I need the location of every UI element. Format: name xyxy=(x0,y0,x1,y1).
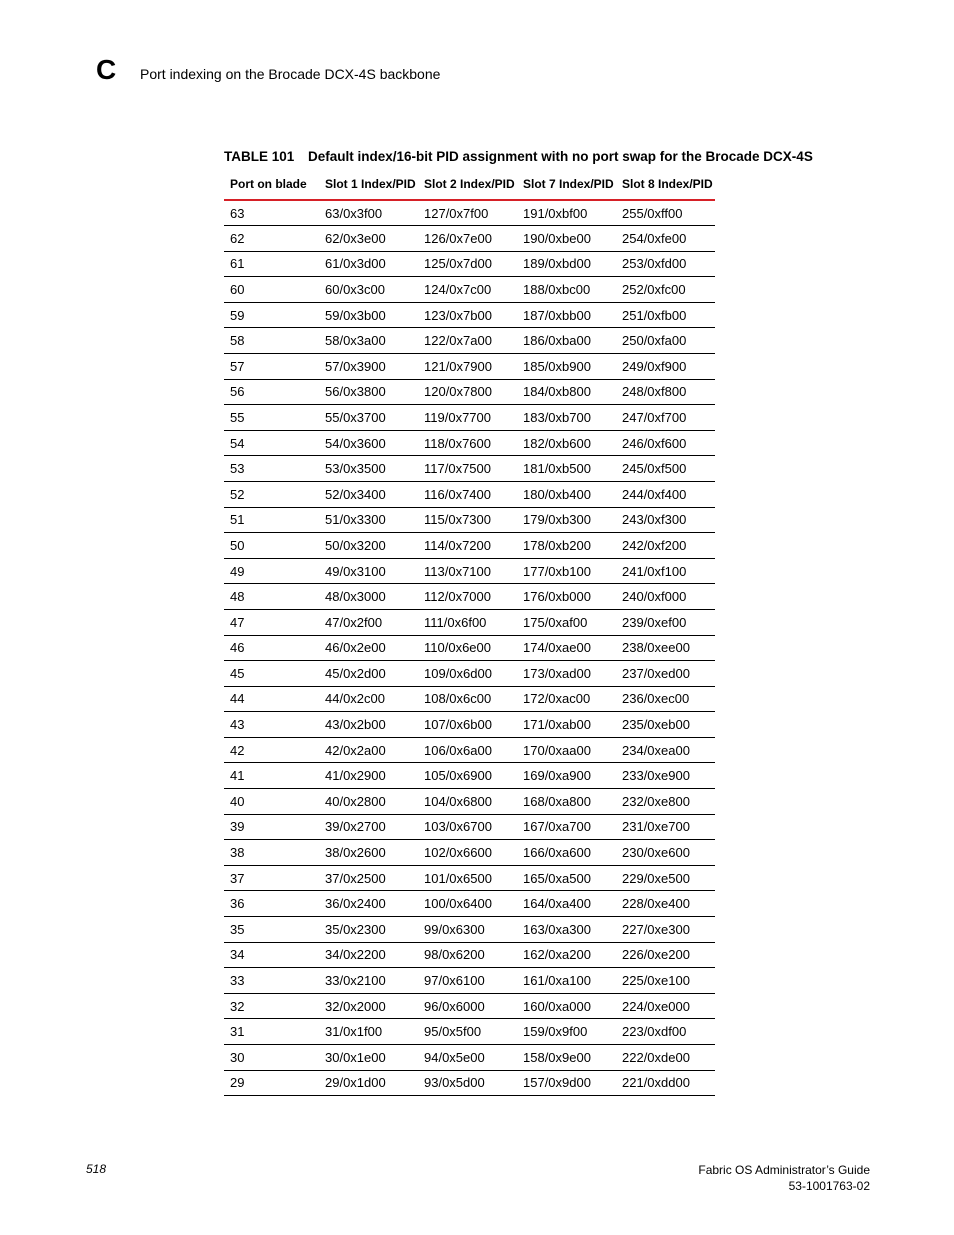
index-pid-cell: 173/0xad00 xyxy=(517,661,616,687)
index-pid-cell: 63/0x3f00 xyxy=(319,200,418,226)
index-pid-cell: 39/0x2700 xyxy=(319,814,418,840)
index-pid-cell: 240/0xf000 xyxy=(616,584,715,610)
index-pid-cell: 103/0x6700 xyxy=(418,814,517,840)
index-pid-cell: 221/0xdd00 xyxy=(616,1070,715,1096)
index-pid-cell: 100/0x6400 xyxy=(418,891,517,917)
index-pid-cell: 50/0x3200 xyxy=(319,533,418,559)
table-row xyxy=(224,251,715,277)
running-head-title: Port indexing on the Brocade DCX-4S backbone xyxy=(140,66,441,82)
index-pid-cell: 112/0x7000 xyxy=(418,584,517,610)
table-row xyxy=(224,533,715,559)
port-cell: 34 xyxy=(224,942,319,968)
index-pid-cell: 106/0x6a00 xyxy=(418,737,517,763)
book-title: Fabric OS Administrator’s Guide xyxy=(698,1163,870,1177)
index-pid-cell: 176/0xb000 xyxy=(517,584,616,610)
port-cell: 61 xyxy=(224,251,319,277)
index-pid-cell: 93/0x5d00 xyxy=(418,1070,517,1096)
table-row xyxy=(224,430,715,456)
index-pid-cell: 116/0x7400 xyxy=(418,481,517,507)
index-pid-cell: 51/0x3300 xyxy=(319,507,418,533)
index-pid-cell: 165/0xa500 xyxy=(517,865,616,891)
table-row xyxy=(224,814,715,840)
index-pid-cell: 33/0x2100 xyxy=(319,968,418,994)
index-pid-cell: 32/0x2000 xyxy=(319,993,418,1019)
index-pid-cell: 188/0xbc00 xyxy=(517,277,616,303)
index-pid-cell: 55/0x3700 xyxy=(319,405,418,431)
index-pid-cell: 40/0x2800 xyxy=(319,789,418,815)
index-pid-cell: 222/0xde00 xyxy=(616,1045,715,1071)
index-pid-cell: 178/0xb200 xyxy=(517,533,616,559)
index-pid-cell: 162/0xa200 xyxy=(517,942,616,968)
port-cell: 63 xyxy=(224,200,319,226)
table-row xyxy=(224,584,715,610)
index-pid-cell: 123/0x7b00 xyxy=(418,302,517,328)
index-pid-cell: 119/0x7700 xyxy=(418,405,517,431)
index-pid-cell: 239/0xef00 xyxy=(616,609,715,635)
index-pid-cell: 58/0x3a00 xyxy=(319,328,418,354)
index-pid-cell: 124/0x7c00 xyxy=(418,277,517,303)
index-pid-cell: 60/0x3c00 xyxy=(319,277,418,303)
port-cell: 40 xyxy=(224,789,319,815)
index-pid-cell: 121/0x7900 xyxy=(418,353,517,379)
table-row xyxy=(224,353,715,379)
index-pid-cell: 38/0x2600 xyxy=(319,840,418,866)
index-pid-cell: 61/0x3d00 xyxy=(319,251,418,277)
index-pid-cell: 235/0xeb00 xyxy=(616,712,715,738)
index-pid-cell: 30/0x1e00 xyxy=(319,1045,418,1071)
column-header: Port on blade xyxy=(224,169,319,200)
index-pid-cell: 101/0x6500 xyxy=(418,865,517,891)
footer-book-info xyxy=(698,1162,870,1194)
index-pid-cell: 237/0xed00 xyxy=(616,661,715,687)
index-pid-cell: 189/0xbd00 xyxy=(517,251,616,277)
index-pid-cell: 183/0xb700 xyxy=(517,405,616,431)
index-pid-cell: 254/0xfe00 xyxy=(616,226,715,252)
table-header-row xyxy=(224,169,715,200)
port-cell: 45 xyxy=(224,661,319,687)
index-pid-cell: 45/0x2d00 xyxy=(319,661,418,687)
index-pid-cell: 164/0xa400 xyxy=(517,891,616,917)
port-cell: 46 xyxy=(224,635,319,661)
index-pid-cell: 42/0x2a00 xyxy=(319,737,418,763)
port-cell: 62 xyxy=(224,226,319,252)
index-pid-cell: 117/0x7500 xyxy=(418,456,517,482)
index-pid-cell: 225/0xe100 xyxy=(616,968,715,994)
index-pid-cell: 248/0xf800 xyxy=(616,379,715,405)
index-pid-cell: 37/0x2500 xyxy=(319,865,418,891)
index-pid-cell: 232/0xe800 xyxy=(616,789,715,815)
index-pid-cell: 253/0xfd00 xyxy=(616,251,715,277)
index-pid-cell: 122/0x7a00 xyxy=(418,328,517,354)
index-pid-cell: 170/0xaa00 xyxy=(517,737,616,763)
pid-assignment-table xyxy=(224,169,715,1096)
index-pid-cell: 52/0x3400 xyxy=(319,481,418,507)
index-pid-cell: 118/0x7600 xyxy=(418,430,517,456)
index-pid-cell: 224/0xe000 xyxy=(616,993,715,1019)
column-header: Slot 2 Index/PID xyxy=(418,169,517,200)
table-row xyxy=(224,481,715,507)
index-pid-cell: 107/0x6b00 xyxy=(418,712,517,738)
index-pid-cell: 175/0xaf00 xyxy=(517,609,616,635)
index-pid-cell: 120/0x7800 xyxy=(418,379,517,405)
port-cell: 35 xyxy=(224,917,319,943)
port-cell: 54 xyxy=(224,430,319,456)
table-row xyxy=(224,277,715,303)
index-pid-cell: 43/0x2b00 xyxy=(319,712,418,738)
port-cell: 47 xyxy=(224,609,319,635)
table-row xyxy=(224,942,715,968)
index-pid-cell: 238/0xee00 xyxy=(616,635,715,661)
table-row xyxy=(224,712,715,738)
table-row xyxy=(224,1019,715,1045)
index-pid-cell: 62/0x3e00 xyxy=(319,226,418,252)
index-pid-cell: 31/0x1f00 xyxy=(319,1019,418,1045)
index-pid-cell: 252/0xfc00 xyxy=(616,277,715,303)
port-cell: 44 xyxy=(224,686,319,712)
index-pid-cell: 29/0x1d00 xyxy=(319,1070,418,1096)
index-pid-cell: 57/0x3900 xyxy=(319,353,418,379)
table-number: TABLE 101 xyxy=(224,149,295,164)
port-cell: 39 xyxy=(224,814,319,840)
table-row xyxy=(224,789,715,815)
index-pid-cell: 113/0x7100 xyxy=(418,558,517,584)
index-pid-cell: 177/0xb100 xyxy=(517,558,616,584)
port-cell: 32 xyxy=(224,993,319,1019)
port-cell: 43 xyxy=(224,712,319,738)
table-row xyxy=(224,840,715,866)
index-pid-cell: 105/0x6900 xyxy=(418,763,517,789)
table-row xyxy=(224,405,715,431)
port-cell: 51 xyxy=(224,507,319,533)
column-header: Slot 8 Index/PID xyxy=(616,169,715,200)
index-pid-cell: 114/0x7200 xyxy=(418,533,517,559)
column-header: Slot 7 Index/PID xyxy=(517,169,616,200)
table-row xyxy=(224,737,715,763)
index-pid-cell: 56/0x3800 xyxy=(319,379,418,405)
port-cell: 31 xyxy=(224,1019,319,1045)
index-pid-cell: 158/0x9e00 xyxy=(517,1045,616,1071)
table-row xyxy=(224,968,715,994)
index-pid-cell: 234/0xea00 xyxy=(616,737,715,763)
index-pid-cell: 255/0xff00 xyxy=(616,200,715,226)
index-pid-cell: 245/0xf500 xyxy=(616,456,715,482)
port-cell: 52 xyxy=(224,481,319,507)
index-pid-cell: 109/0x6d00 xyxy=(418,661,517,687)
index-pid-cell: 160/0xa000 xyxy=(517,993,616,1019)
index-pid-cell: 59/0x3b00 xyxy=(319,302,418,328)
index-pid-cell: 174/0xae00 xyxy=(517,635,616,661)
table-row xyxy=(224,865,715,891)
doc-number: 53-1001763-02 xyxy=(788,1179,870,1193)
index-pid-cell: 185/0xb900 xyxy=(517,353,616,379)
index-pid-cell: 231/0xe700 xyxy=(616,814,715,840)
index-pid-cell: 182/0xb600 xyxy=(517,430,616,456)
index-pid-cell: 54/0x3600 xyxy=(319,430,418,456)
index-pid-cell: 223/0xdf00 xyxy=(616,1019,715,1045)
index-pid-cell: 247/0xf700 xyxy=(616,405,715,431)
index-pid-cell: 228/0xe400 xyxy=(616,891,715,917)
index-pid-cell: 41/0x2900 xyxy=(319,763,418,789)
index-pid-cell: 249/0xf900 xyxy=(616,353,715,379)
index-pid-cell: 161/0xa100 xyxy=(517,968,616,994)
index-pid-cell: 179/0xb300 xyxy=(517,507,616,533)
index-pid-cell: 241/0xf100 xyxy=(616,558,715,584)
port-cell: 36 xyxy=(224,891,319,917)
index-pid-cell: 163/0xa300 xyxy=(517,917,616,943)
port-cell: 50 xyxy=(224,533,319,559)
index-pid-cell: 127/0x7f00 xyxy=(418,200,517,226)
index-pid-cell: 102/0x6600 xyxy=(418,840,517,866)
table-body xyxy=(224,200,715,1096)
index-pid-cell: 244/0xf400 xyxy=(616,481,715,507)
index-pid-cell: 44/0x2c00 xyxy=(319,686,418,712)
index-pid-cell: 110/0x6e00 xyxy=(418,635,517,661)
index-pid-cell: 168/0xa800 xyxy=(517,789,616,815)
index-pid-cell: 47/0x2f00 xyxy=(319,609,418,635)
table-row xyxy=(224,200,715,226)
port-cell: 53 xyxy=(224,456,319,482)
column-header: Slot 1 Index/PID xyxy=(319,169,418,200)
port-cell: 38 xyxy=(224,840,319,866)
index-pid-cell: 35/0x2300 xyxy=(319,917,418,943)
index-pid-cell: 229/0xe500 xyxy=(616,865,715,891)
table-caption-text: Default index/16-bit PID assignment with no port swap for the Brocade DCX-4S xyxy=(308,149,813,164)
index-pid-cell: 186/0xba00 xyxy=(517,328,616,354)
index-pid-cell: 48/0x3000 xyxy=(319,584,418,610)
index-pid-cell: 34/0x2200 xyxy=(319,942,418,968)
port-cell: 56 xyxy=(224,379,319,405)
index-pid-cell: 125/0x7d00 xyxy=(418,251,517,277)
index-pid-cell: 99/0x6300 xyxy=(418,917,517,943)
port-cell: 37 xyxy=(224,865,319,891)
port-cell: 33 xyxy=(224,968,319,994)
index-pid-cell: 233/0xe900 xyxy=(616,763,715,789)
index-pid-cell: 250/0xfa00 xyxy=(616,328,715,354)
table-row xyxy=(224,635,715,661)
port-cell: 49 xyxy=(224,558,319,584)
index-pid-cell: 180/0xb400 xyxy=(517,481,616,507)
port-cell: 42 xyxy=(224,737,319,763)
index-pid-cell: 36/0x2400 xyxy=(319,891,418,917)
index-pid-cell: 115/0x7300 xyxy=(418,507,517,533)
index-pid-cell: 227/0xe300 xyxy=(616,917,715,943)
index-pid-cell: 171/0xab00 xyxy=(517,712,616,738)
table-row xyxy=(224,686,715,712)
index-pid-cell: 191/0xbf00 xyxy=(517,200,616,226)
index-pid-cell: 97/0x6100 xyxy=(418,968,517,994)
index-pid-cell: 94/0x5e00 xyxy=(418,1045,517,1071)
index-pid-cell: 98/0x6200 xyxy=(418,942,517,968)
port-cell: 58 xyxy=(224,328,319,354)
index-pid-cell: 184/0xb800 xyxy=(517,379,616,405)
index-pid-cell: 226/0xe200 xyxy=(616,942,715,968)
table-row xyxy=(224,609,715,635)
table-row xyxy=(224,1045,715,1071)
table-row xyxy=(224,558,715,584)
table-row xyxy=(224,917,715,943)
index-pid-cell: 157/0x9d00 xyxy=(517,1070,616,1096)
index-pid-cell: 111/0x6f00 xyxy=(418,609,517,635)
index-pid-cell: 96/0x6000 xyxy=(418,993,517,1019)
index-pid-cell: 166/0xa600 xyxy=(517,840,616,866)
table-row xyxy=(224,328,715,354)
chapter-letter: C xyxy=(96,54,117,85)
index-pid-cell: 190/0xbe00 xyxy=(517,226,616,252)
port-cell: 60 xyxy=(224,277,319,303)
table-row xyxy=(224,507,715,533)
port-cell: 29 xyxy=(224,1070,319,1096)
index-pid-cell: 242/0xf200 xyxy=(616,533,715,559)
index-pid-cell: 53/0x3500 xyxy=(319,456,418,482)
table-row xyxy=(224,302,715,328)
port-cell: 55 xyxy=(224,405,319,431)
index-pid-cell: 236/0xec00 xyxy=(616,686,715,712)
index-pid-cell: 46/0x2e00 xyxy=(319,635,418,661)
table-caption xyxy=(224,148,813,166)
index-pid-cell: 169/0xa900 xyxy=(517,763,616,789)
table-row xyxy=(224,891,715,917)
table-row xyxy=(224,1070,715,1096)
index-pid-cell: 104/0x6800 xyxy=(418,789,517,815)
port-cell: 30 xyxy=(224,1045,319,1071)
index-pid-cell: 243/0xf300 xyxy=(616,507,715,533)
index-pid-cell: 167/0xa700 xyxy=(517,814,616,840)
index-pid-cell: 108/0x6c00 xyxy=(418,686,517,712)
index-pid-cell: 246/0xf600 xyxy=(616,430,715,456)
index-pid-cell: 49/0x3100 xyxy=(319,558,418,584)
index-pid-cell: 95/0x5f00 xyxy=(418,1019,517,1045)
page-number: 518 xyxy=(86,1162,107,1176)
table-row xyxy=(224,661,715,687)
port-cell: 59 xyxy=(224,302,319,328)
table-row xyxy=(224,379,715,405)
port-cell: 41 xyxy=(224,763,319,789)
port-cell: 57 xyxy=(224,353,319,379)
table-row xyxy=(224,993,715,1019)
index-pid-cell: 187/0xbb00 xyxy=(517,302,616,328)
index-pid-cell: 159/0x9f00 xyxy=(517,1019,616,1045)
port-cell: 48 xyxy=(224,584,319,610)
table-row xyxy=(224,763,715,789)
table-row xyxy=(224,226,715,252)
index-pid-cell: 172/0xac00 xyxy=(517,686,616,712)
index-pid-cell: 126/0x7e00 xyxy=(418,226,517,252)
table-row xyxy=(224,456,715,482)
index-pid-cell: 230/0xe600 xyxy=(616,840,715,866)
index-pid-cell: 181/0xb500 xyxy=(517,456,616,482)
index-pid-cell: 251/0xfb00 xyxy=(616,302,715,328)
